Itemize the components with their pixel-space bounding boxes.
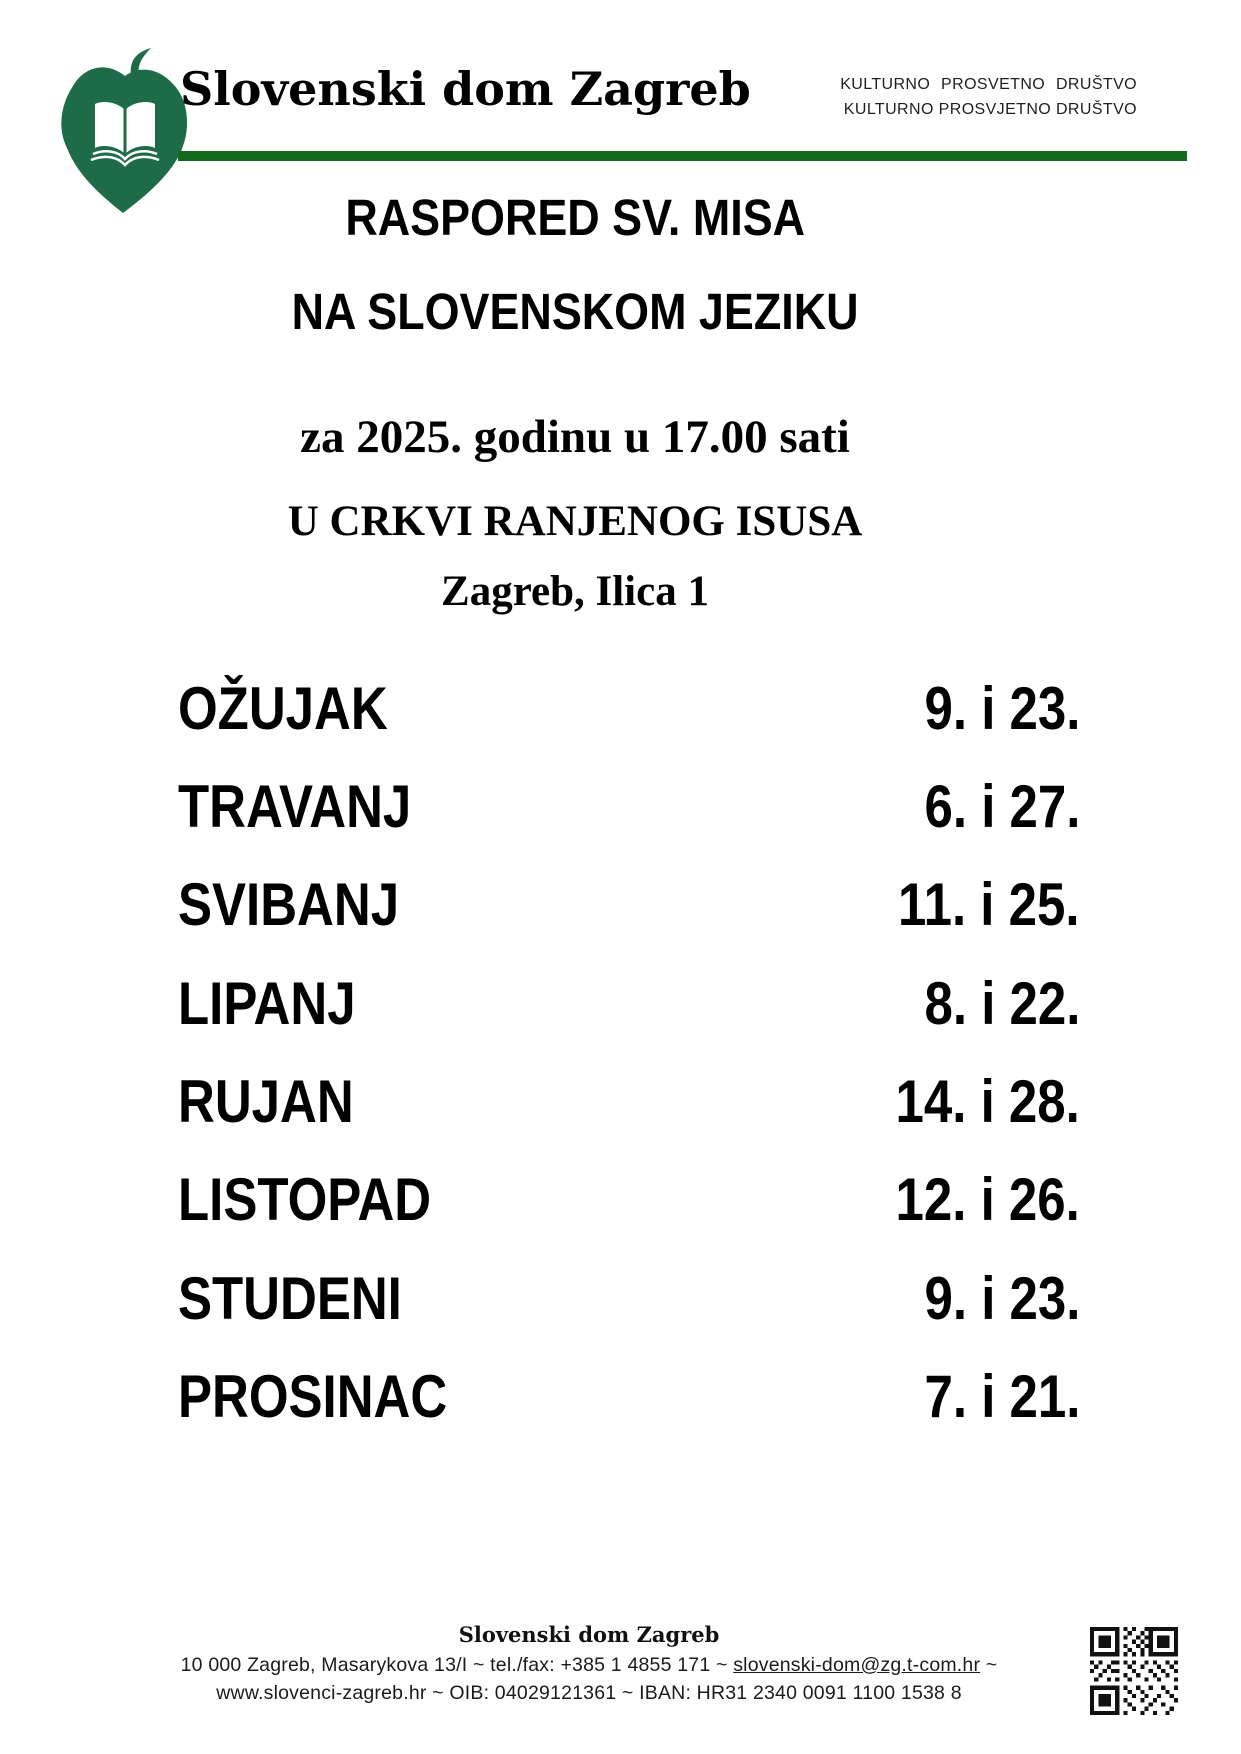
org-title: Slovenski dom Zagreb — [180, 62, 751, 116]
dates-cell: 7. i 21. — [924, 1363, 1080, 1430]
subtitle-year-time: za 2025. godinu u 17.00 sati — [300, 411, 850, 463]
month-cell: LIPANJ — [178, 970, 356, 1037]
page-title-line2: NA SLOVENSKOM JEZIKU — [291, 283, 859, 340]
table-row — [178, 1166, 1080, 1233]
dates-cell: 14. i 28. — [895, 1068, 1080, 1135]
org-tagline — [757, 72, 1137, 122]
table-row — [178, 1068, 1080, 1135]
email-link[interactable]: slovenski-dom@zg.t-com.hr — [733, 1654, 981, 1676]
dates-cell: 9. i 23. — [924, 675, 1080, 742]
footer-address-tail: ~ — [980, 1654, 998, 1676]
table-row — [178, 1363, 1080, 1430]
footer-org-name: Slovenski dom Zagreb — [458, 1622, 720, 1647]
month-cell: OŽUJAK — [178, 675, 388, 742]
month-cell: SVIBANJ — [178, 871, 400, 938]
table-row — [178, 773, 1080, 840]
table-row — [178, 675, 1080, 742]
footer-address-line — [0, 1651, 1178, 1679]
month-cell: STUDENI — [178, 1265, 402, 1332]
qr-code — [1090, 1627, 1178, 1715]
page-title-line1: RASPORED SV. MISA — [345, 189, 805, 246]
table-row — [178, 970, 1080, 1037]
dates-cell: 8. i 22. — [924, 970, 1080, 1037]
header-divider — [178, 151, 1187, 161]
month-cell: TRAVANJ — [178, 773, 412, 840]
table-row — [178, 871, 1080, 938]
footer-address-text: 10 000 Zagreb, Masarykova 13/I ~ tel./fax: +385 1 4855 171 ~ — [180, 1654, 734, 1676]
tagline-line1: KULTURNO PROSVETNO DRUŠTVO — [840, 76, 1137, 93]
dates-cell: 11. i 25. — [898, 871, 1080, 938]
dates-cell: 6. i 27. — [924, 773, 1080, 840]
subtitle-address: Zagreb, Ilica 1 — [441, 568, 709, 615]
tagline-line2: KULTURNO PROSVJETNO DRUŠTVO — [843, 101, 1137, 118]
dates-cell: 9. i 23. — [924, 1265, 1080, 1332]
dates-cell: 12. i 26. — [895, 1166, 1080, 1233]
month-cell: PROSINAC — [178, 1363, 448, 1430]
month-cell: RUJAN — [178, 1068, 354, 1135]
footer-info-line: www.slovenci-zagreb.hr ~ OIB: 04029121361 ~ IBAN: HR31 2340 0091 1100 1538 8 — [216, 1682, 962, 1704]
footer — [0, 1622, 1178, 1707]
subtitle-church: U CRKVI RANJENOG ISUSA — [287, 498, 863, 545]
table-row — [178, 1265, 1080, 1332]
month-cell: LISTOPAD — [178, 1166, 432, 1233]
